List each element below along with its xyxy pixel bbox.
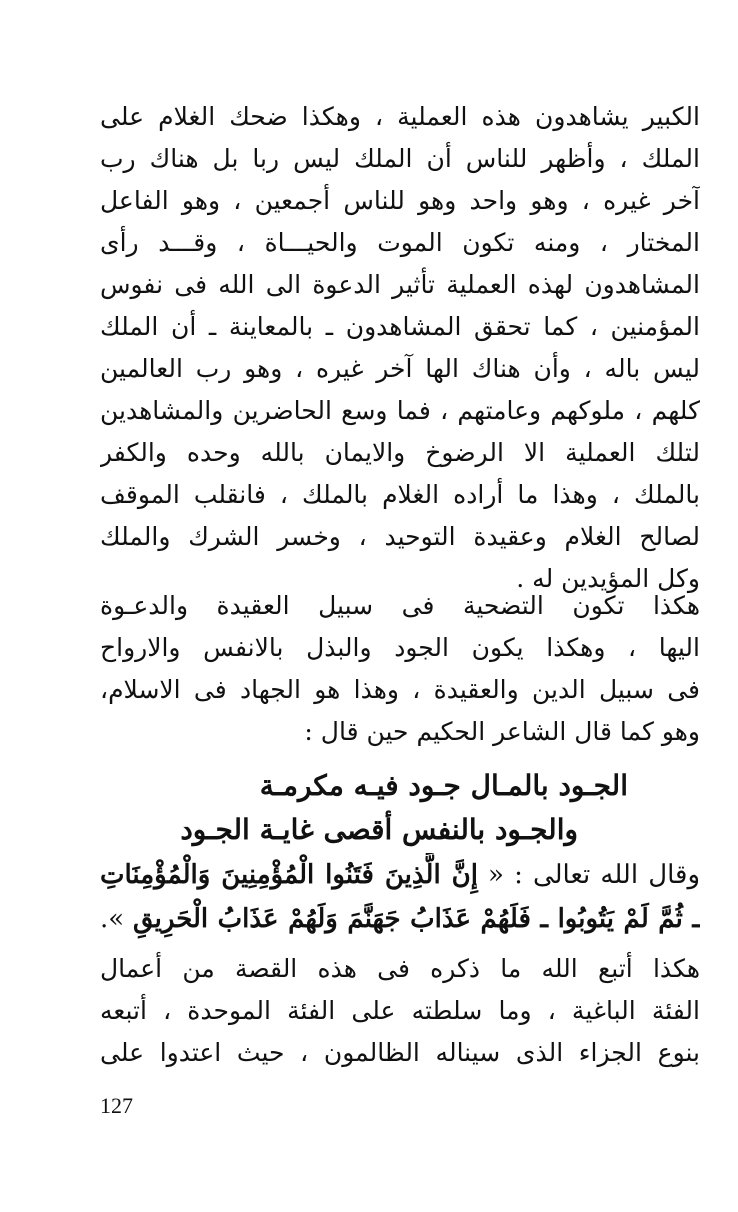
quote-outro: ». bbox=[100, 904, 125, 934]
text-line: فى سبيل الدين والعقيدة ، وهذا هو الجهاد فى الاسلام، bbox=[100, 675, 700, 704]
quran-line-1 bbox=[100, 853, 700, 897]
text-line: ليس باله ، وأن هناك الها آخر غيره ، وهو رب العالمين bbox=[100, 354, 700, 383]
text-line: اليها ، وهكذا يكون الجود والبذل بالانفس والارواح bbox=[100, 633, 700, 662]
text-line: بنوع الجزاء الذى سيناله الظالمون ، حيث اعتدوا على bbox=[100, 1038, 700, 1067]
text-line: لصالح الغلام وعقيدة التوحيد ، وخسر الشرك والملك bbox=[100, 522, 700, 551]
poem-verse-line-1: الجـود بالمـال جـود فيـه مكرمـة bbox=[259, 769, 628, 802]
text-line: وكل المؤيدين له . bbox=[516, 564, 700, 593]
text-line: المؤمنين ، كما تحقق المشاهدون ـ بالمعاينة ـ أن الملك bbox=[100, 312, 700, 341]
text-line: آخر غيره ، وهو واحد وهو للناس أجمعين ، وهو الفاعل bbox=[100, 186, 700, 215]
quran-quote bbox=[100, 853, 700, 941]
text-line: هكذا تكون التضحية فى سبيل العقيدة والدعـوة bbox=[100, 591, 700, 620]
text-line: هكذا أتبع الله ما ذكره فى هذه القصة من أعمال bbox=[100, 954, 700, 983]
paragraph-3 bbox=[100, 948, 700, 1074]
text-line: الفئة الباغية ، وما سلطته على الفئة الموحدة ، أتبعه bbox=[100, 996, 700, 1025]
page-number: 127 bbox=[100, 1093, 133, 1118]
poem-verse-line-2: والجـود بالنفس أقصى غايـة الجـود bbox=[180, 813, 578, 846]
text-line: الكبير يشاهدون هذه العملية ، وهكذا ضحك الغلام على bbox=[100, 102, 700, 131]
text-line: وهو كما قال الشاعر الحكيم حين قال : bbox=[304, 717, 700, 746]
paragraph-2 bbox=[100, 585, 700, 753]
quran-line-2 bbox=[100, 897, 700, 941]
text-line: المختار ، ومنه تكون الموت والحيـــاة ، وقـــد رأى bbox=[100, 228, 700, 257]
text-line: كلهم ، ملوكهم وعامتهم ، فما وسع الحاضرين والمشاهدين bbox=[100, 396, 700, 425]
text-line: المشاهدون لهذه العملية تأثير الدعوة الى الله فى نفوس bbox=[100, 270, 700, 299]
text-line: الملك ، وأظهر للناس أن الملك ليس ربا بل هناك رب bbox=[100, 144, 700, 173]
quran-verse-text: ـ ثُمَّ لَمْ يَتُوبُوا ـ فَلَهُمْ عَذَابُ جَهَنَّمَ وَلَهُمْ عَذَابُ الْحَرِيقِ bbox=[132, 904, 700, 934]
quote-intro: وقال الله تعالى : « bbox=[488, 860, 700, 890]
text-line: لتلك العملية الا الرضوخ والايمان بالله وحده والكفر bbox=[100, 438, 700, 467]
text-line: بالملك ، وهذا ما أراده الغلام بالملك ، فانقلب الموقف bbox=[100, 480, 700, 509]
paragraph-1 bbox=[100, 96, 700, 600]
quran-verse-text: إِنَّ الَّذِينَ فَتَنُوا الْمُؤْمِنِينَ وَالْمُؤْمِنَاتِ bbox=[100, 860, 478, 890]
